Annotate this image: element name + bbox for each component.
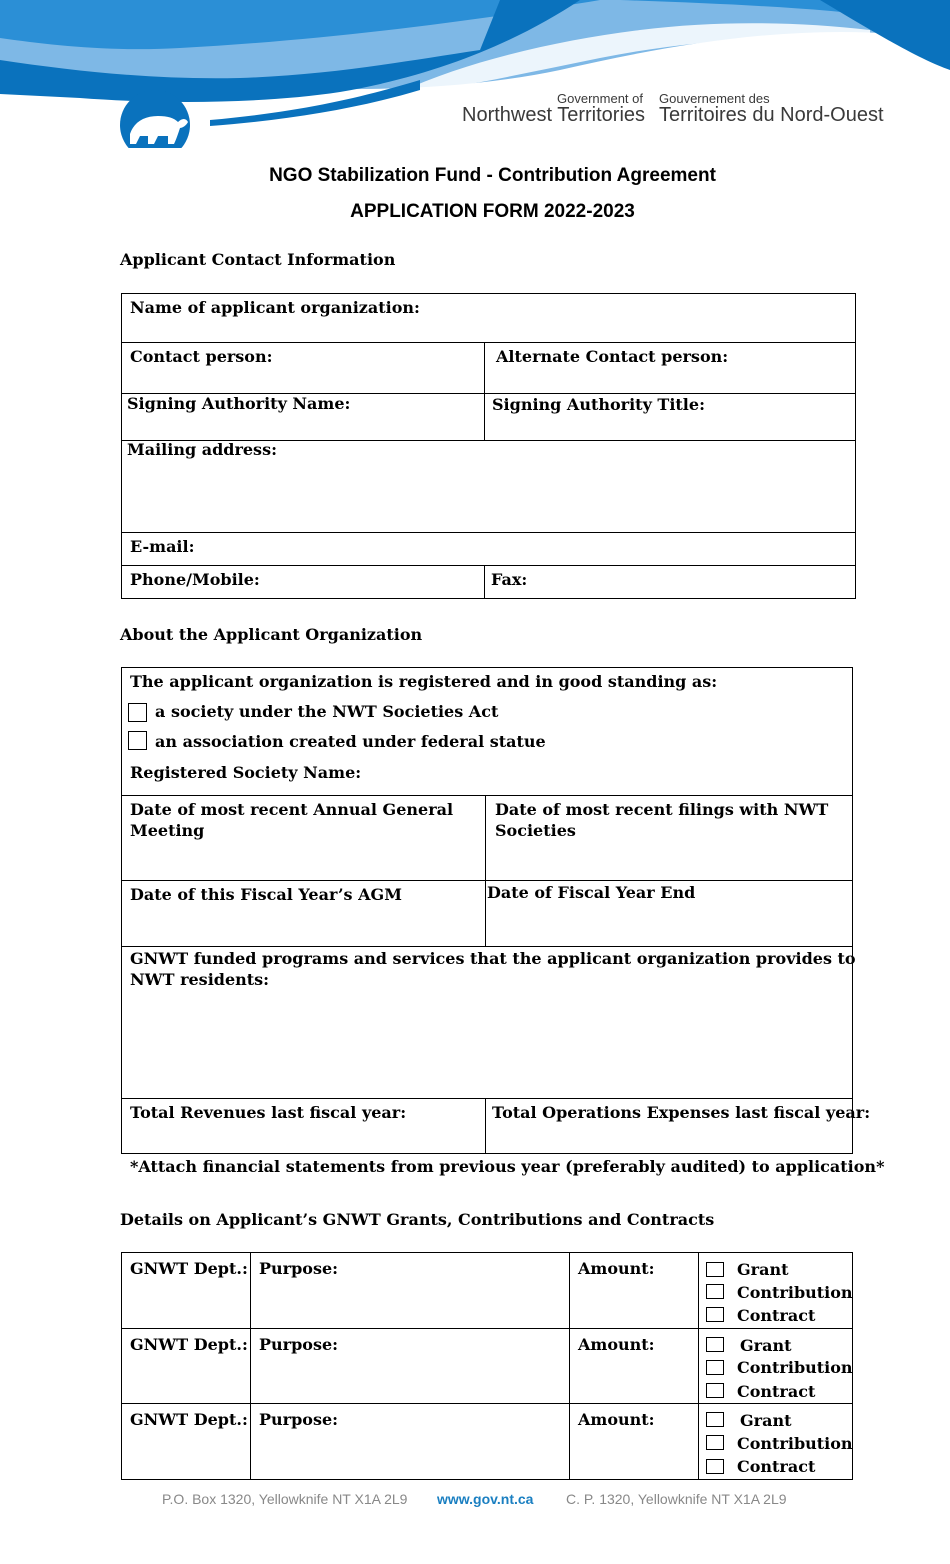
contract-checkbox[interactable] xyxy=(706,1383,724,1398)
contribution-label: Contribution xyxy=(737,1283,853,1302)
dept-field[interactable]: GNWT Dept.: xyxy=(130,1335,248,1354)
contribution-checkbox[interactable] xyxy=(706,1360,724,1375)
grant-checkbox[interactable] xyxy=(706,1337,724,1352)
amount-field[interactable]: Amount: xyxy=(578,1259,655,1278)
org-name-field[interactable]: Name of applicant organization: xyxy=(130,298,420,317)
contract-label: Contract xyxy=(737,1306,816,1325)
footer-address-en: P.O. Box 1320, Yellowknife NT X1A 2L9 xyxy=(162,1491,408,1507)
dept-field[interactable]: GNWT Dept.: xyxy=(130,1410,248,1429)
attach-note: *Attach financial statements from previous year (preferably audited) to application* xyxy=(130,1157,885,1176)
contract-label: Contract xyxy=(737,1457,816,1476)
contract-checkbox[interactable] xyxy=(706,1307,724,1322)
gov-en-small: Government of xyxy=(557,91,643,106)
agm-recent-field[interactable]: Date of most recent Annual General Meeting xyxy=(130,800,454,840)
fy-end-field[interactable]: Date of Fiscal Year End xyxy=(487,883,696,902)
society-checkbox[interactable] xyxy=(128,703,147,722)
footer-address-fr: C. P. 1320, Yellowknife NT X1A 2L9 xyxy=(566,1491,787,1507)
grant-checkbox[interactable] xyxy=(706,1262,724,1277)
registered-label: The applicant organization is registered and in good standing as: xyxy=(130,672,718,691)
polar-bear-icon xyxy=(118,88,192,148)
agm-this-field[interactable]: Date of this Fiscal Year’s AGM xyxy=(130,885,402,904)
contact-heading: Applicant Contact Information xyxy=(120,250,396,269)
contract-checkbox[interactable] xyxy=(706,1459,724,1474)
contribution-label: Contribution xyxy=(737,1434,853,1453)
sign-name-field[interactable]: Signing Authority Name: xyxy=(127,394,351,413)
header-banner xyxy=(0,0,950,160)
society-name-field[interactable]: Registered Society Name: xyxy=(130,763,362,782)
grant-label: Grant xyxy=(737,1260,789,1279)
purpose-field[interactable]: Purpose: xyxy=(259,1335,339,1354)
form-subtitle: APPLICATION FORM 2022-2023 xyxy=(350,201,635,222)
email-field[interactable]: E-mail: xyxy=(130,537,195,556)
mailing-address-field[interactable]: Mailing address: xyxy=(127,440,277,459)
grant-label: Grant xyxy=(740,1336,792,1355)
association-option-label: an association created under federal statue xyxy=(155,732,546,751)
phone-field[interactable]: Phone/Mobile: xyxy=(130,570,260,589)
fax-field[interactable]: Fax: xyxy=(491,570,528,589)
about-heading: About the Applicant Organization xyxy=(120,625,423,644)
grant-checkbox[interactable] xyxy=(706,1412,724,1427)
gov-fr-big: Territoires du Nord-Ouest xyxy=(659,104,884,126)
grant-label: Grant xyxy=(740,1411,792,1430)
contribution-checkbox[interactable] xyxy=(706,1435,724,1450)
revenues-field[interactable]: Total Revenues last fiscal year: xyxy=(130,1103,407,1122)
gov-en-big: Northwest Territories xyxy=(462,104,646,126)
amount-field[interactable]: Amount: xyxy=(578,1335,655,1354)
sign-title-field[interactable]: Signing Authority Title: xyxy=(492,395,705,414)
grants-heading: Details on Applicant’s GNWT Grants, Contributions and Contracts xyxy=(120,1210,715,1229)
association-checkbox[interactable] xyxy=(128,731,147,750)
alt-contact-field[interactable]: Alternate Contact person: xyxy=(496,347,729,366)
purpose-field[interactable]: Purpose: xyxy=(259,1410,339,1429)
amount-field[interactable]: Amount: xyxy=(578,1410,655,1429)
dept-field[interactable]: GNWT Dept.: xyxy=(130,1259,248,1278)
contribution-checkbox[interactable] xyxy=(706,1284,724,1299)
contribution-label: Contribution xyxy=(737,1358,853,1377)
footer-website-link[interactable]: www.gov.nt.ca xyxy=(437,1491,534,1507)
contract-label: Contract xyxy=(737,1382,816,1401)
form-title: NGO Stabilization Fund - Contribution Agreement xyxy=(269,165,716,186)
expenses-field[interactable]: Total Operations Expenses last fiscal year: xyxy=(492,1103,871,1122)
society-option-label: a society under the NWT Societies Act xyxy=(155,702,499,721)
programs-field[interactable]: GNWT funded programs and services that the applicant organization provides to NWT residents: xyxy=(130,949,856,989)
gov-fr-small: Gouvernement des xyxy=(659,91,770,106)
purpose-field[interactable]: Purpose: xyxy=(259,1259,339,1278)
filings-field[interactable]: Date of most recent filings with NWT Societies xyxy=(495,800,829,840)
contact-person-field[interactable]: Contact person: xyxy=(130,347,273,366)
